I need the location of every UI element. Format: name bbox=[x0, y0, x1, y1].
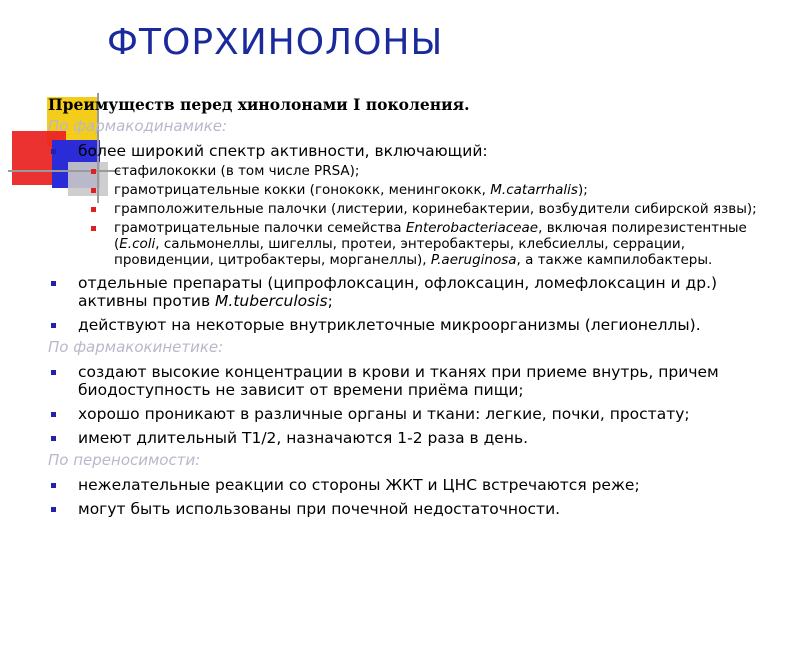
list-item-renal-failure: могут быть использованы при почечной недостаточности. bbox=[48, 500, 783, 518]
section-pharmacokinetics: По фармакокинетике: bbox=[48, 338, 224, 356]
list-item-spectrum bbox=[48, 142, 783, 268]
text: , включая полирезистентные ( bbox=[114, 220, 747, 252]
tolerability-list bbox=[48, 476, 783, 518]
list-item-tuberculosis bbox=[48, 274, 783, 310]
list-item-intracellular: действуют на некоторые внутриклеточные микроорганизмы (легионеллы). bbox=[48, 316, 783, 334]
spectrum-sublist bbox=[78, 163, 783, 268]
list-item-side-effects: нежелательные реакции со стороны ЖКТ и ЦНС встречаются реже; bbox=[48, 476, 783, 494]
text: грамотрицательные кокки (гонококк, менингококк, bbox=[114, 182, 491, 198]
spectrum-text: более широкий спектр активности, включающий: bbox=[78, 142, 488, 160]
species-name: M.catarrhalis bbox=[490, 182, 578, 198]
slide-heading: Преимуществ перед хинолонами I поколения. bbox=[48, 95, 470, 114]
slide-title: ФТОРХИНОЛОНЫ bbox=[107, 22, 444, 63]
sublist-item-gram-positive-rods: грамположительные палочки (листерии, коринебактерии, возбудители сибирской язвы); bbox=[78, 201, 783, 217]
species-name: M.tuberculosis bbox=[215, 292, 328, 310]
text: , сальмонеллы, шигеллы, протеи, энтеробактеры, клебсиеллы, серрации, провиденции, цитробактеры, морганеллы), bbox=[114, 236, 685, 268]
sublist-item-staphylococci: стафилококки (в том числе PRSA); bbox=[78, 163, 783, 179]
list-item-half-life: имеют длительный Т1/2, назначаются 1-2 раза в день. bbox=[48, 429, 783, 447]
list-item-high-concentrations: создают высокие концентрации в крови и тканях при приеме внутрь, причем биодоступность не зависит от времени приёма пищи; bbox=[48, 363, 783, 399]
text: отдельные препараты (ципрофлоксацин, офлоксацин, ломефлоксацин и др.) активны против bbox=[78, 274, 718, 310]
text: ; bbox=[327, 292, 333, 310]
section-pharmacodynamics: По фармакодинамике: bbox=[48, 117, 228, 135]
section-tolerability: По переносимости: bbox=[48, 451, 201, 469]
text: ); bbox=[577, 182, 588, 198]
slide-content bbox=[48, 95, 783, 518]
family-name: Enterobacteriaceae bbox=[405, 220, 539, 236]
list-item-tissue-penetration: хорошо проникают в различные органы и ткани: легкие, почки, простату; bbox=[48, 405, 783, 423]
species-name: E.coli bbox=[119, 236, 156, 252]
pharmacokinetics-list bbox=[48, 363, 783, 447]
sublist-item-gram-negative-rods bbox=[78, 220, 783, 268]
pharmacodynamics-list bbox=[48, 142, 783, 334]
text: , а также кампилобактеры. bbox=[516, 252, 713, 268]
species-name: P.aeruginosa bbox=[430, 252, 517, 268]
text: грамотрицательные палочки семейства bbox=[114, 220, 406, 236]
sublist-item-gram-negative-cocci bbox=[78, 182, 783, 198]
